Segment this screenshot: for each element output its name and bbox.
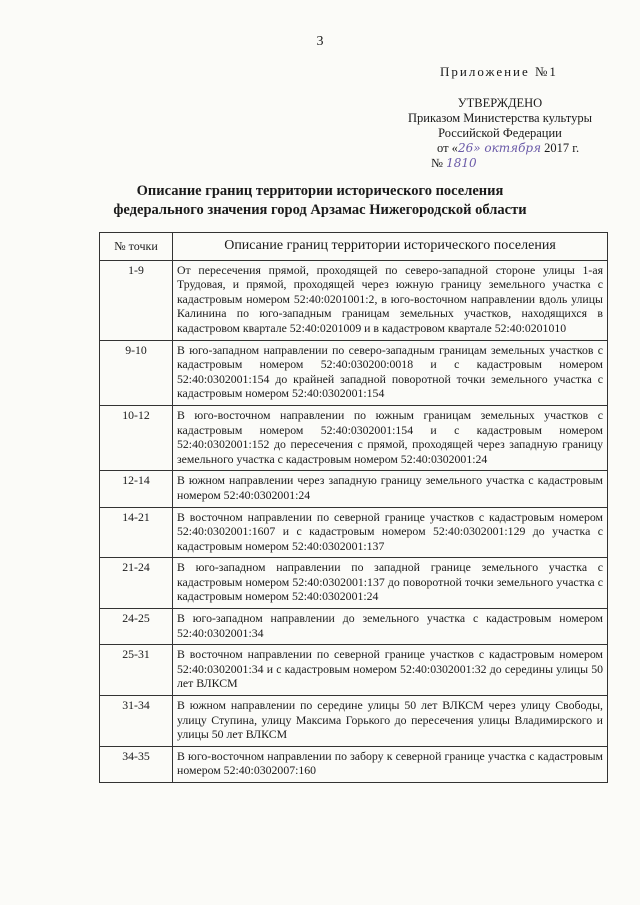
table-row bbox=[100, 340, 608, 405]
approval-heading: УТВЕРЖДЕНО bbox=[457, 96, 543, 110]
table-row bbox=[100, 405, 608, 470]
header-point-number: № точки bbox=[100, 233, 173, 261]
point-range: 9-10 bbox=[100, 340, 173, 405]
title-line-2: федерального значения город Арзамас Нижегородской области bbox=[113, 202, 527, 218]
table-header-row bbox=[100, 233, 608, 261]
table-row bbox=[100, 746, 608, 782]
boundary-description: От пересечения прямой, проходящей по северо-западной стороне улицы 1-ая Трудовая, и прямой, проходящей через южную границу земельного участка с кадастровым номером 52:40:0201001:2, в юго-восточном направлении вдоль улицы Калинина по юго-западным границам земельных участков, находящихся в кадастровом квартале 52:40:0201009 и в кадастровом квартале 52:40:0201010 bbox=[173, 260, 608, 340]
approval-block bbox=[395, 96, 605, 171]
table-row bbox=[100, 507, 608, 558]
document-title bbox=[0, 182, 640, 220]
table-row bbox=[100, 645, 608, 696]
handwritten-date: 26» октября bbox=[457, 141, 542, 155]
approval-number bbox=[395, 156, 605, 171]
boundary-description: В юго-восточном направлении по южным границам земельных участков с кадастровым номером 52:40:0302001:154 и с кадастровым номером 52:40:0302001:152 до пересечения с прямой, проходящей через западную границу земельного участка с кадастровым номером 52:40:0302001:24 bbox=[173, 405, 608, 470]
table-row bbox=[100, 558, 608, 609]
handwritten-number: 1810 bbox=[446, 156, 477, 170]
point-range: 10-12 bbox=[100, 405, 173, 470]
point-range: 25-31 bbox=[100, 645, 173, 696]
date-suffix: 2017 г. bbox=[541, 141, 580, 155]
approval-federation: Российской Федерации bbox=[438, 126, 562, 140]
table-row bbox=[100, 260, 608, 340]
point-range: 14-21 bbox=[100, 507, 173, 558]
boundary-description: В южном направлении через западную границу земельного участка с кадастровым номером 52:40:0302001:24 bbox=[173, 471, 608, 507]
boundary-table bbox=[99, 232, 608, 783]
point-range: 1-9 bbox=[100, 260, 173, 340]
boundary-description: В юго-западном направлении по северо-западным границам земельных участков с кадастровым номером 52:40:030200:0018 и с кадастровым номером 52:40:0302001:154 до крайней западной поворотной точки земельного участка с кадастровым номером 52:40:0302001:154 bbox=[173, 340, 608, 405]
table-row bbox=[100, 471, 608, 507]
boundary-description: В юго-западном направлении по западной границе земельного участка с кадастровым номером 52:40:0302001:137 до поворотной точки земельного участка с кадастровым номером 52:40:0302001:24 bbox=[173, 558, 608, 609]
title-line-1: Описание границ территории исторического поселения bbox=[136, 183, 504, 199]
appendix-label: Приложение №1 bbox=[440, 64, 558, 79]
table-row bbox=[100, 609, 608, 645]
number-prefix: № bbox=[431, 156, 447, 170]
approval-date bbox=[395, 141, 605, 156]
boundary-description: В восточном направлении по северной границе участков с кадастровым номером 52:40:0302001:34 и с кадастровым номером 52:40:0302001:32 до середины улицы 50 лет ВЛКСМ bbox=[173, 645, 608, 696]
boundary-description: В юго-западном направлении до земельного участка с кадастровым номером 52:40:0302001:34 bbox=[173, 609, 608, 645]
point-range: 34-35 bbox=[100, 746, 173, 782]
approval-order: Приказом Министерства культуры bbox=[408, 111, 592, 125]
point-range: 21-24 bbox=[100, 558, 173, 609]
header-description: Описание границ территории исторического поселения bbox=[173, 233, 608, 261]
boundary-description: В юго-восточном направлении по забору к северной границе участка с кадастровым номером 52:40:0302007:160 bbox=[173, 746, 608, 782]
point-range: 12-14 bbox=[100, 471, 173, 507]
table-row bbox=[100, 696, 608, 747]
boundary-description: В южном направлении по середине улицы 50 лет ВЛКСМ через улицу Свободы, улицу Ступина, улицу Максима Горького до пересечения улицы Владимирского и улицы 50 лет ВЛКСМ bbox=[173, 696, 608, 747]
boundary-description: В восточном направлении по северной границе участков с кадастровым номером 52:40:0302001:1607 и с кадастровым номером 52:40:0302001:129 до участка с кадастровым номером 52:40:0302001:137 bbox=[173, 507, 608, 558]
date-prefix: от « bbox=[437, 141, 458, 155]
point-range: 31-34 bbox=[100, 696, 173, 747]
point-range: 24-25 bbox=[100, 609, 173, 645]
page-number: 3 bbox=[316, 34, 324, 49]
